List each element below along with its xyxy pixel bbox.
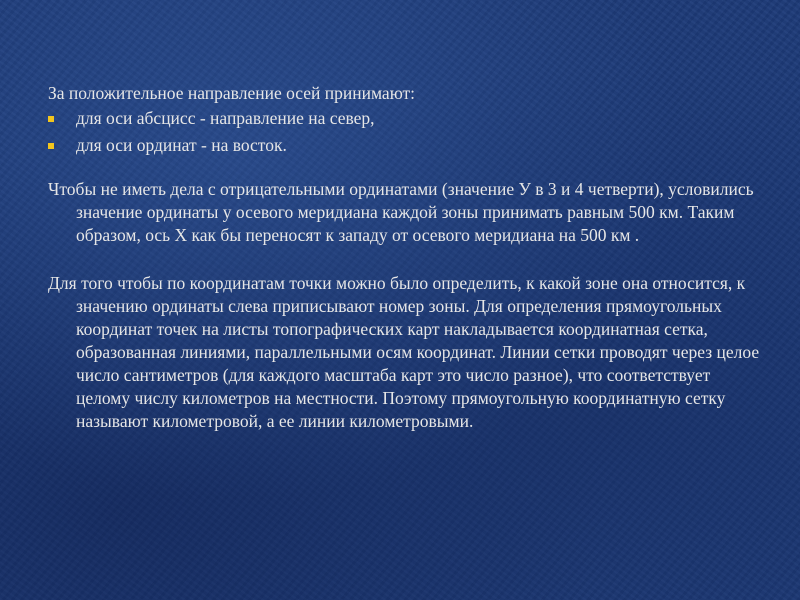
bullet-text-abscissa: для оси абсцисс - направление на север, (76, 108, 375, 128)
bullet-item-ordinate (48, 134, 768, 157)
square-bullet-icon (48, 143, 54, 149)
bullet-list (48, 107, 768, 157)
square-bullet-icon (48, 116, 54, 122)
bullet-item-abscissa (48, 107, 768, 130)
slide-content (48, 82, 768, 433)
paragraph-ordinate-offset: Чтобы не иметь дела с отрицательными ординатами (значение У в 3 и 4 четверти), условились значение ординаты у осевого меридиана каждой зоны принимать равным 500 км. Таким образом, ось Х как бы переносят к западу от осевого меридиана на 500 км . (48, 179, 754, 245)
bullet-text-ordinate: для оси ординат - на восток. (76, 135, 287, 155)
intro-text: За положительное направление осей принимают: (48, 83, 416, 103)
paragraph-kilometer-grid: Для того чтобы по координатам точки можно было определить, к какой зоне она относится, к значению ординаты слева приписывают номер зоны. Для определения прямоугольных координат точек на листы топографических карт накладывается координатная сетка, образованная линиями, параллельными осям координат. Линии сетки проводят через целое число сантиметров (для каждого масштаба карт это число разное), что соответствует целому числу километров на местности. Поэтому прямоугольную координатную сетку называют километровой, а ее линии километровыми. (48, 273, 760, 431)
